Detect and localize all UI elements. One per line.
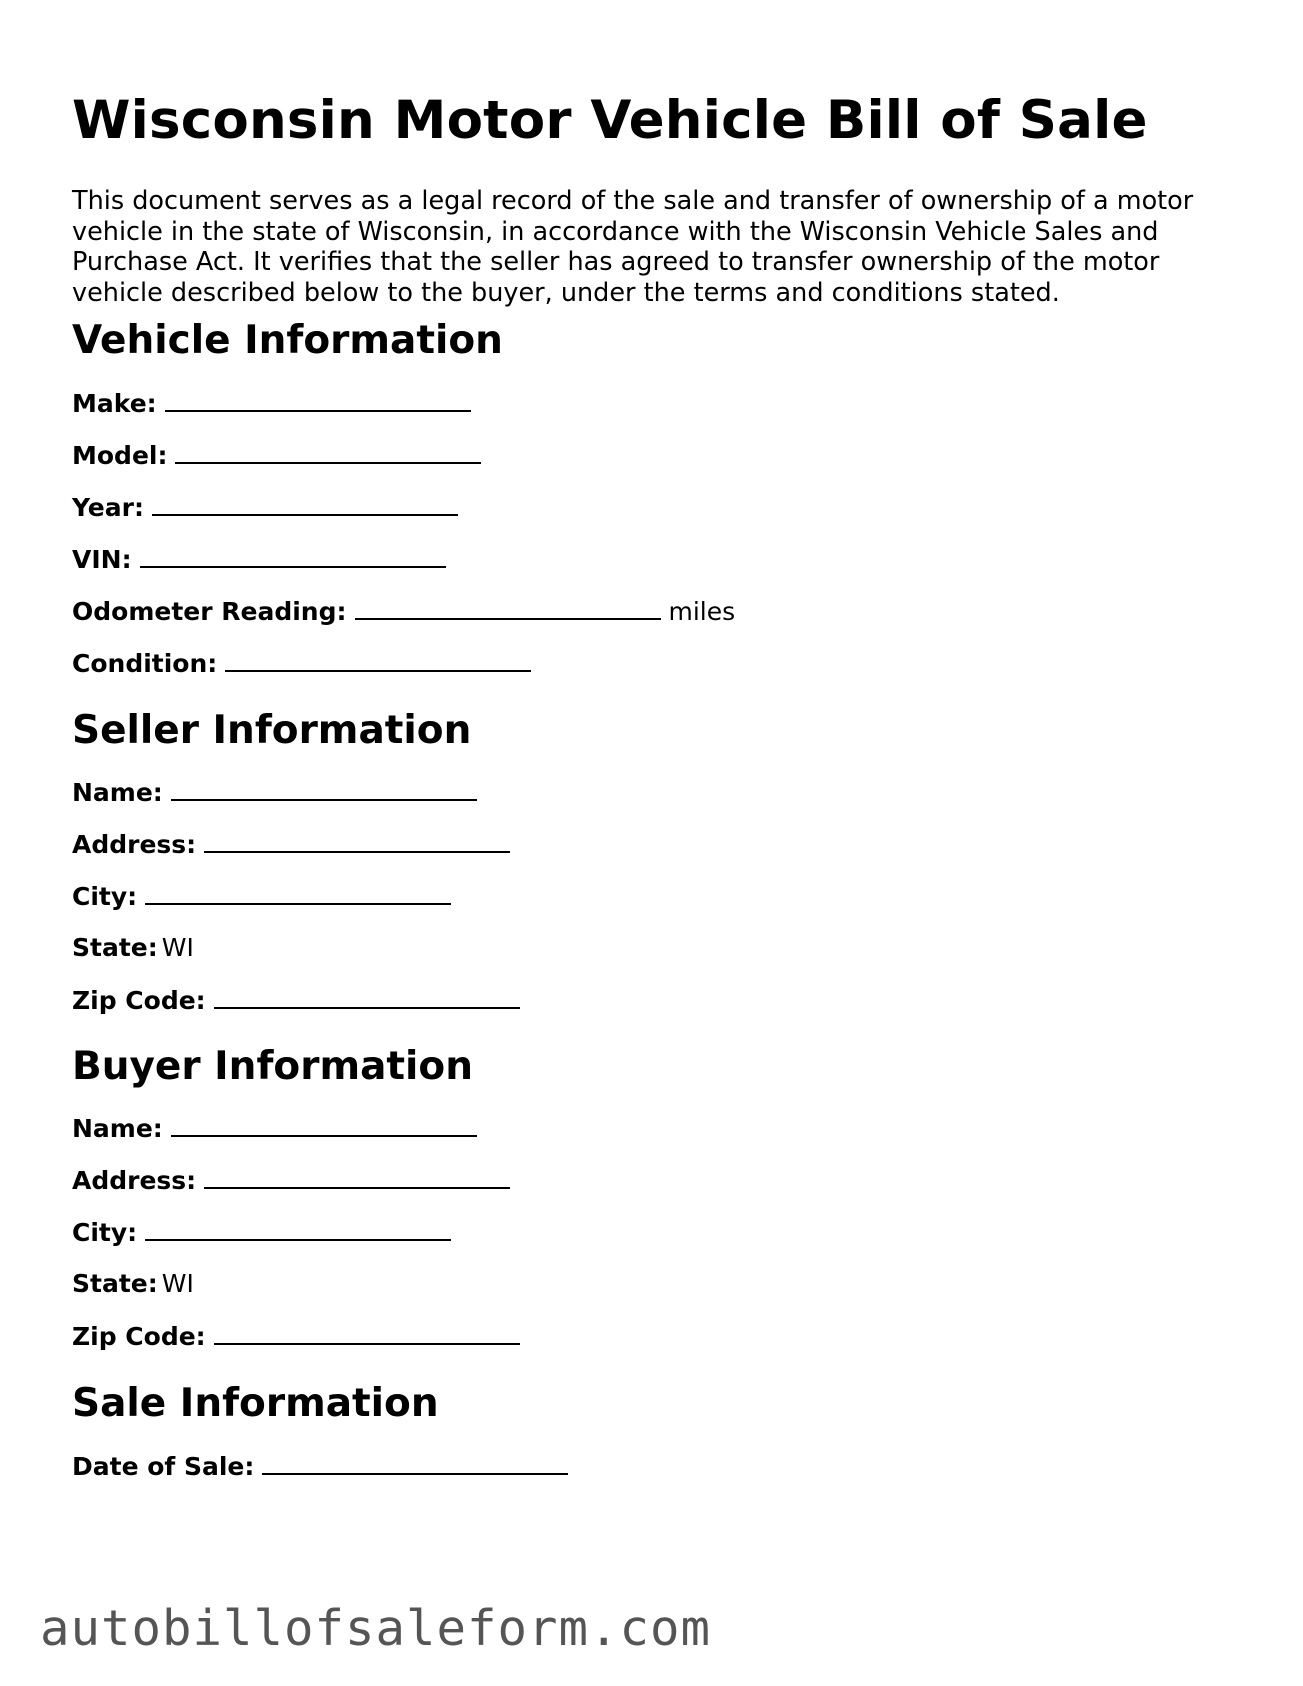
seller-city-label: City: [72, 882, 138, 911]
seller-name-blank[interactable] [171, 777, 477, 801]
seller-zip-label: Zip Code: [72, 986, 206, 1015]
seller-section-heading: Seller Information [72, 708, 472, 753]
year-label: Year: [72, 493, 144, 522]
model-blank[interactable] [175, 440, 481, 464]
buyer-city-blank[interactable] [145, 1217, 451, 1241]
site-watermark: autobillofsaleform.com [40, 1600, 712, 1657]
sale-section-heading: Sale Information [72, 1381, 439, 1426]
seller-state-value: WI [161, 933, 194, 962]
seller-zip-blank[interactable] [214, 985, 520, 1009]
condition-field [72, 648, 531, 679]
buyer-state-label: State: [72, 1269, 158, 1298]
make-label: Make: [72, 389, 157, 418]
buyer-name-blank[interactable] [171, 1113, 477, 1137]
model-label: Model: [72, 441, 168, 470]
odometer-field [72, 596, 735, 627]
seller-state-label: State: [72, 933, 158, 962]
buyer-name-field [72, 1113, 477, 1144]
seller-name-label: Name: [72, 778, 163, 807]
seller-zip-field [72, 985, 520, 1016]
make-blank[interactable] [165, 388, 471, 412]
sale-date-field [72, 1451, 568, 1482]
year-blank[interactable] [152, 492, 458, 516]
buyer-state-value: WI [161, 1269, 194, 1298]
vehicle-section-heading: Vehicle Information [72, 318, 503, 363]
sale-date-label: Date of Sale: [72, 1452, 255, 1481]
sale-date-blank[interactable] [262, 1451, 568, 1475]
seller-name-field [72, 777, 477, 808]
seller-address-label: Address: [72, 830, 197, 859]
seller-address-field [72, 829, 510, 860]
buyer-address-label: Address: [72, 1166, 197, 1195]
odometer-label: Odometer Reading: [72, 597, 347, 626]
intro-paragraph: This document serves as a legal record of the sale and transfer of ownership of a motor vehicle in the state of Wisconsin, in accordance with the Wisconsin Vehicle Sales and Purchase Act. It verifies that the seller has agreed to transfer ownership of the motor vehicle described below to the buyer, under the terms and conditions stated. [72, 186, 1194, 308]
vin-label: VIN: [72, 545, 132, 574]
buyer-address-blank[interactable] [204, 1165, 510, 1189]
vin-field [72, 544, 446, 575]
buyer-city-field [72, 1217, 451, 1248]
buyer-zip-field [72, 1321, 520, 1352]
buyer-address-field [72, 1165, 510, 1196]
buyer-zip-label: Zip Code: [72, 1322, 206, 1351]
seller-city-field [72, 881, 451, 912]
year-field [72, 492, 458, 523]
buyer-state-field [72, 1269, 194, 1299]
model-field [72, 440, 481, 471]
seller-state-field [72, 933, 194, 963]
make-field [72, 388, 471, 419]
document-title: Wisconsin Motor Vehicle Bill of Sale [72, 90, 1148, 151]
seller-address-blank[interactable] [204, 829, 510, 853]
buyer-city-label: City: [72, 1218, 138, 1247]
buyer-name-label: Name: [72, 1114, 163, 1143]
buyer-section-heading: Buyer Information [72, 1044, 473, 1089]
condition-blank[interactable] [225, 648, 531, 672]
seller-city-blank[interactable] [145, 881, 451, 905]
vin-blank[interactable] [140, 544, 446, 568]
condition-label: Condition: [72, 649, 218, 678]
buyer-zip-blank[interactable] [214, 1321, 520, 1345]
odometer-unit: miles [668, 597, 736, 626]
odometer-blank[interactable] [355, 596, 661, 620]
